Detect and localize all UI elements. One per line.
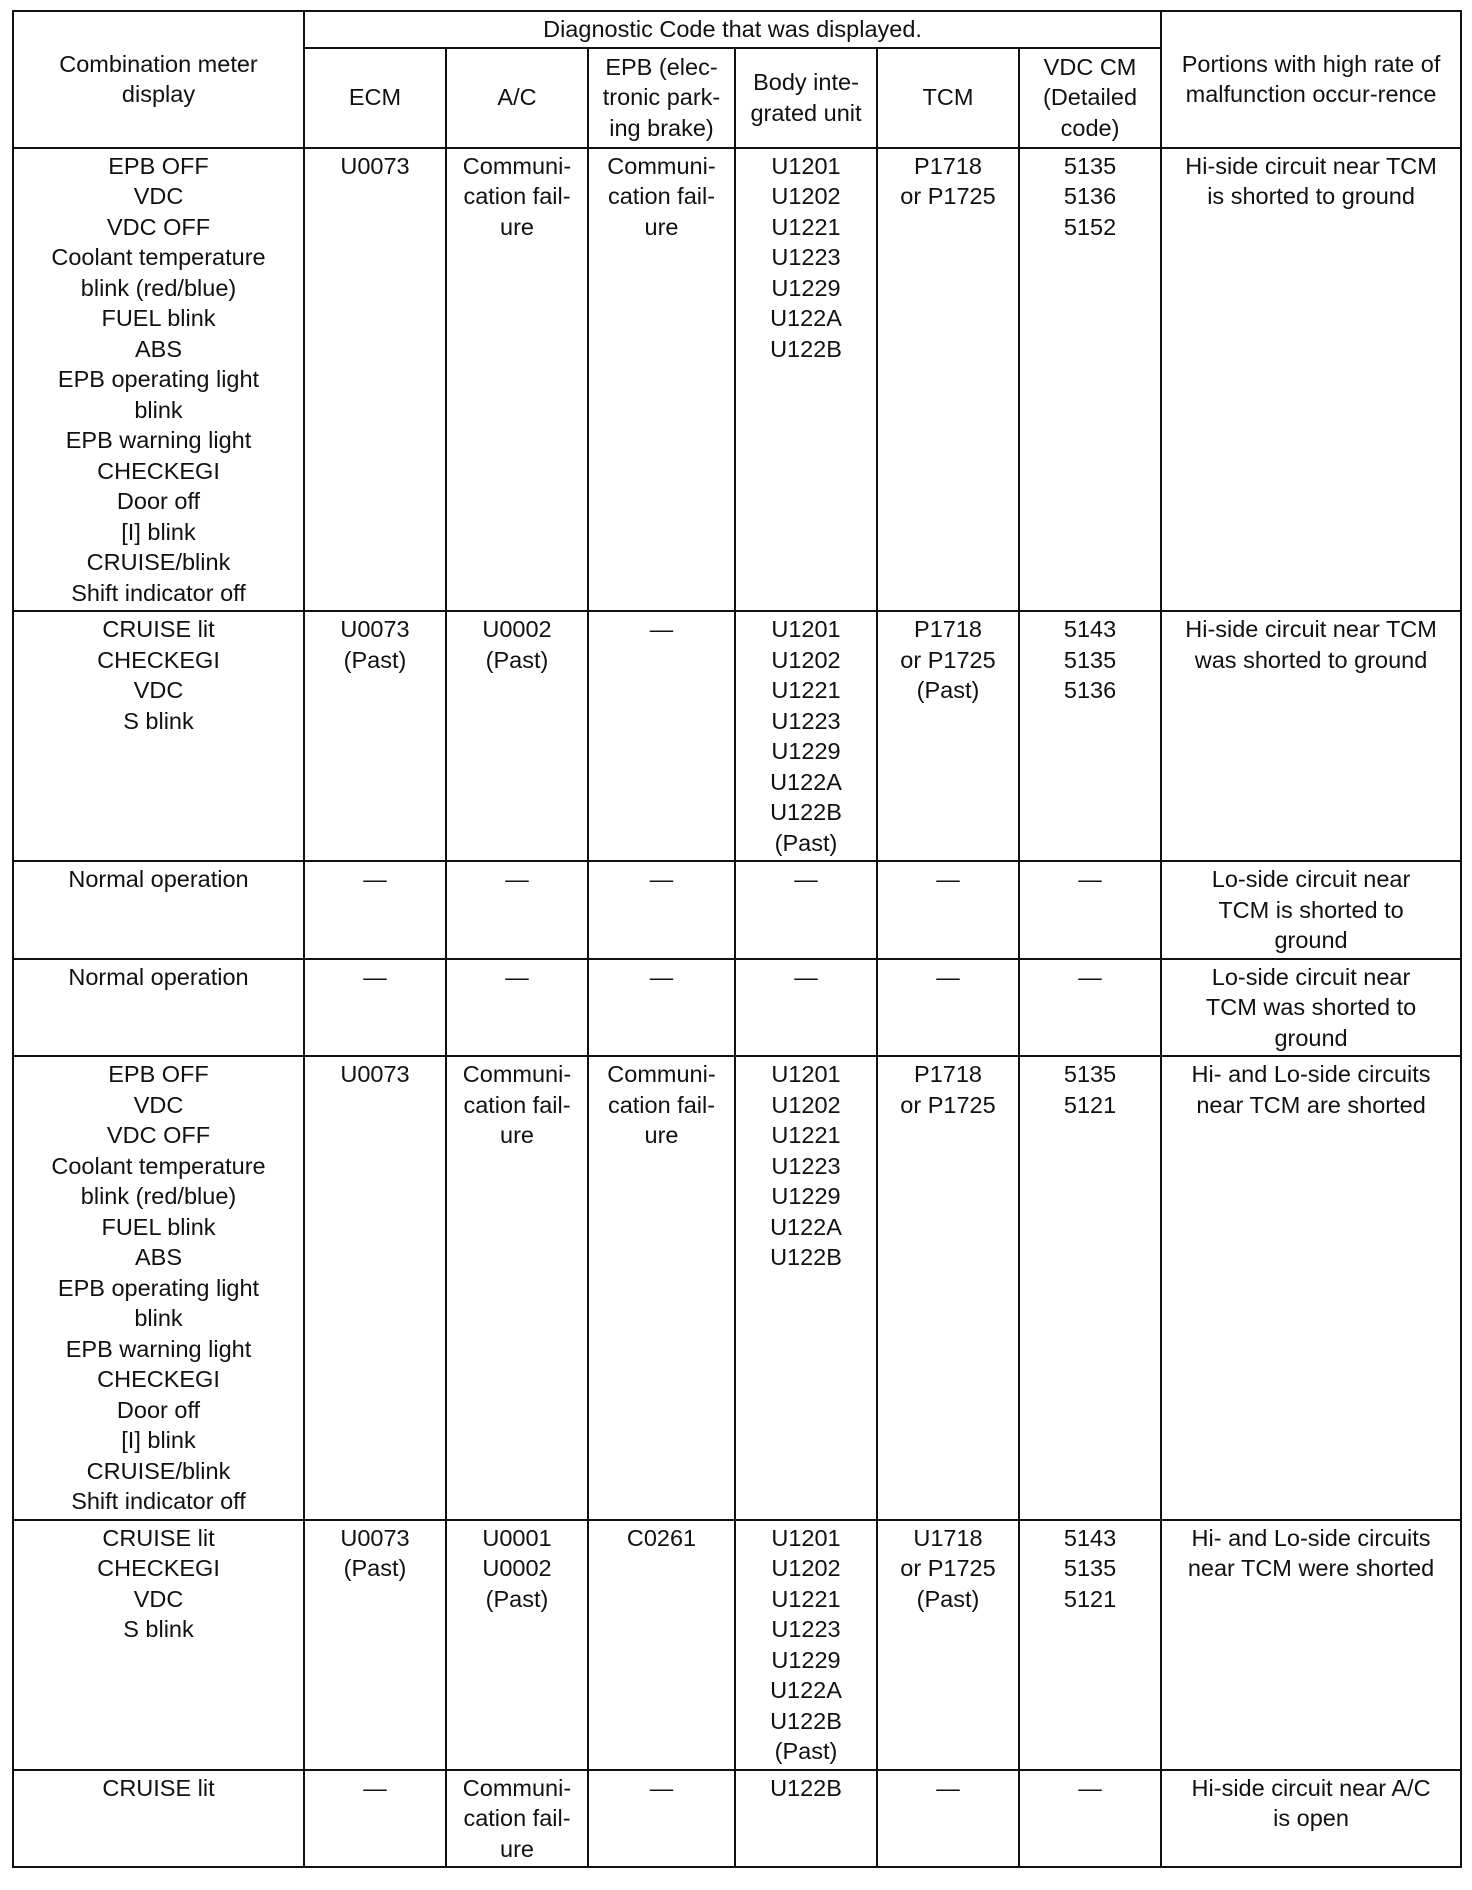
vdc-cm-cell-line: —: [1078, 1774, 1102, 1801]
tcm-cell-line: —: [936, 963, 960, 990]
portions-cell-line: Hi- and Lo-side circuits: [1191, 1061, 1431, 1087]
ac-cell-line: U0002: [482, 1555, 552, 1581]
ecm-cell: [304, 1770, 446, 1868]
portions-cell: [1161, 148, 1461, 612]
epb-cell-line: cation fail-: [607, 183, 716, 209]
vdc-cm-cell: [1019, 1770, 1161, 1868]
portions-cell-line: is open: [1273, 1805, 1349, 1831]
tcm-cell-line: or P1725: [900, 183, 996, 209]
epb-cell: [588, 959, 735, 1057]
body-integrated-unit-cell-line: U1221: [771, 677, 841, 703]
display-cell-line: blink: [134, 1305, 183, 1331]
body-integrated-unit-cell-line: U1202: [771, 1091, 841, 1118]
vdc-cm-cell-line: 5136: [1063, 677, 1117, 703]
ecm-cell-line: U0073: [340, 616, 410, 642]
portions-cell: [1161, 959, 1461, 1057]
vdc-cm-cell-line: 5143: [1063, 616, 1117, 642]
portions-cell: [1161, 1770, 1461, 1868]
header-vdc-cm: VDC CM (Detailed code): [1019, 48, 1161, 148]
display-cell-line: [I] blink: [121, 518, 196, 545]
tcm-cell-line: or P1725: [900, 1555, 996, 1581]
display-cell-line: blink: [134, 396, 183, 423]
header-tcm: TCM: [877, 48, 1019, 148]
table-row: [13, 148, 1461, 612]
display-cell-line: VDC: [133, 1091, 184, 1118]
body-integrated-unit-cell-line: U1229: [771, 1646, 841, 1673]
body-integrated-unit-cell-line: U1221: [771, 213, 841, 240]
table-row: [13, 861, 1461, 959]
body-integrated-unit-cell: [735, 959, 877, 1057]
vdc-cm-cell: [1019, 959, 1161, 1057]
ac-cell: [446, 148, 588, 612]
display-cell-line: EPB operating light: [57, 1274, 260, 1301]
vdc-cm-cell-line: 5135: [1063, 152, 1117, 179]
body-integrated-unit-cell-line: U1229: [771, 274, 841, 301]
ecm-cell: [304, 1520, 446, 1770]
body-integrated-unit-cell-line: U1221: [771, 1122, 841, 1148]
portions-cell-line: Hi-side circuit near A/C: [1191, 1774, 1431, 1801]
body-integrated-unit-cell-line: U122A: [770, 1677, 842, 1703]
display-cell: [13, 959, 304, 1057]
table-body: [13, 148, 1461, 1868]
display-cell: [13, 148, 304, 612]
display-cell-line: Door off: [116, 488, 201, 514]
tcm-cell-line: (Past): [916, 1585, 980, 1612]
tcm-cell-line: or P1725: [900, 1091, 996, 1118]
body-integrated-unit-cell-line: U1201: [771, 616, 841, 642]
vdc-cm-cell-line: 5136: [1063, 183, 1117, 209]
display-cell-line: CHECKEGI: [97, 457, 220, 484]
epb-cell-line: —: [649, 1774, 674, 1801]
vdc-cm-cell: [1019, 861, 1161, 959]
ecm-cell-line: U0073: [340, 1061, 410, 1087]
vdc-cm-cell-line: —: [1078, 866, 1102, 892]
portions-cell-line: is shorted to ground: [1207, 183, 1415, 209]
ac-cell-line: ure: [500, 213, 534, 240]
ecm-cell: [304, 861, 446, 959]
body-integrated-unit-cell-line: U1223: [771, 1616, 841, 1642]
vdc-cm-cell-line: 5135: [1063, 646, 1117, 673]
table-row: [13, 1770, 1461, 1868]
body-integrated-unit-cell-line: U122B: [770, 1774, 842, 1801]
ecm-cell: [304, 959, 446, 1057]
ac-cell-line: Communi-: [462, 1061, 572, 1087]
portions-cell-line: TCM is shorted to: [1218, 896, 1404, 923]
table-row: [13, 1520, 1461, 1770]
ac-cell: [446, 861, 588, 959]
table-row: [13, 959, 1461, 1057]
epb-cell-line: ure: [644, 1122, 679, 1148]
display-cell-line: Normal operation: [68, 963, 249, 990]
display-cell-line: EPB operating light: [57, 366, 260, 392]
body-integrated-unit-cell-line: U122B: [770, 1707, 842, 1734]
body-integrated-unit-cell-line: U1223: [771, 707, 841, 734]
ecm-cell-line: —: [363, 963, 387, 990]
ac-cell-line: cation fail-: [463, 183, 571, 209]
tcm-cell: [877, 861, 1019, 959]
display-cell: [13, 1520, 304, 1770]
body-integrated-unit-cell-line: U1201: [771, 1061, 841, 1087]
tcm-cell: [877, 959, 1019, 1057]
ac-cell-line: —: [505, 963, 529, 990]
portions-cell: [1161, 1520, 1461, 1770]
display-cell: [13, 1770, 304, 1868]
body-integrated-unit-cell: [735, 1056, 877, 1520]
body-integrated-unit-cell-line: U1202: [771, 1555, 841, 1581]
ecm-cell-line: (Past): [343, 646, 407, 673]
ac-cell-line: cation fail-: [463, 1805, 571, 1831]
body-integrated-unit-cell-line: (Past): [774, 829, 838, 856]
vdc-cm-cell: [1019, 148, 1161, 612]
table-header: [13, 11, 1461, 148]
display-cell-line: EPB warning light: [65, 427, 252, 453]
ac-cell: [446, 611, 588, 861]
body-integrated-unit-cell-line: U1221: [771, 1585, 841, 1612]
portions-cell-line: Hi- and Lo-side circuits: [1191, 1524, 1431, 1551]
body-integrated-unit-cell-line: U1229: [771, 1183, 841, 1209]
ac-cell: [446, 1520, 588, 1770]
body-integrated-unit-cell-line: U1201: [771, 1524, 841, 1551]
body-integrated-unit-cell-line: U1202: [771, 183, 841, 209]
ecm-cell-line: (Past): [343, 1555, 407, 1581]
epb-cell-line: —: [649, 866, 674, 892]
epb-cell: [588, 1056, 735, 1520]
portions-cell: [1161, 611, 1461, 861]
display-cell-line: CRUISE lit: [102, 1774, 215, 1801]
vdc-cm-cell-line: 5121: [1063, 1091, 1117, 1118]
portions-cell: [1161, 861, 1461, 959]
tcm-cell: [877, 1520, 1019, 1770]
body-integrated-unit-cell: [735, 1520, 877, 1770]
display-cell-line: EPB warning light: [65, 1335, 252, 1362]
header-portions-malfunction: Portions with high rate of malfunction occur-rence: [1161, 11, 1461, 148]
tcm-cell-line: U1718: [913, 1524, 983, 1551]
portions-cell-line: was shorted to ground: [1194, 646, 1428, 673]
epb-cell-line: —: [649, 963, 674, 990]
body-integrated-unit-cell: [735, 861, 877, 959]
tcm-cell: [877, 611, 1019, 861]
ecm-cell-line: U0073: [340, 1524, 410, 1551]
vdc-cm-cell: [1019, 1056, 1161, 1520]
body-integrated-unit-cell-line: —: [794, 866, 818, 892]
body-integrated-unit-cell-line: U1223: [771, 1152, 841, 1179]
table-row: [13, 611, 1461, 861]
display-cell-line: ABS: [134, 1244, 183, 1270]
body-integrated-unit-cell: [735, 611, 877, 861]
portions-cell-line: near TCM were shorted: [1187, 1555, 1435, 1581]
ac-cell: [446, 1056, 588, 1520]
display-cell-line: FUEL blink: [101, 305, 216, 331]
display-cell-line: CHECKEGI: [97, 1555, 220, 1581]
portions-cell-line: Hi-side circuit near TCM: [1185, 152, 1437, 179]
tcm-cell: [877, 1770, 1019, 1868]
body-integrated-unit-cell-line: U122B: [770, 335, 842, 362]
ecm-cell: [304, 1056, 446, 1520]
display-cell: [13, 1056, 304, 1520]
ac-cell-line: —: [505, 866, 529, 892]
body-integrated-unit-cell-line: —: [794, 963, 818, 990]
header-epb: EPB (elec-tronic park-ing brake): [588, 48, 735, 148]
display-cell-line: Normal operation: [68, 866, 249, 892]
diagnostic-code-table: [12, 10, 1462, 1868]
body-integrated-unit-cell-line: U1201: [771, 152, 841, 179]
body-integrated-unit-cell-line: U122B: [770, 799, 842, 825]
ac-cell: [446, 959, 588, 1057]
vdc-cm-cell-line: 5135: [1063, 1555, 1117, 1581]
ac-cell-line: cation fail-: [463, 1091, 571, 1118]
display-cell-line: blink (red/blue): [80, 1183, 237, 1209]
ac-cell-line: (Past): [485, 1585, 549, 1612]
tcm-cell-line: P1718: [914, 616, 982, 642]
vdc-cm-cell-line: 5143: [1063, 1524, 1117, 1551]
portions-cell-line: ground: [1274, 1024, 1348, 1051]
epb-cell-line: Communi-: [607, 1061, 716, 1087]
vdc-cm-cell-line: 5121: [1063, 1585, 1117, 1612]
tcm-cell-line: P1718: [914, 152, 982, 179]
ac-cell-line: U0002: [482, 616, 552, 642]
ecm-cell-line: —: [363, 866, 387, 892]
body-integrated-unit-cell-line: U122A: [770, 768, 842, 795]
ecm-cell-line: —: [363, 1774, 387, 1801]
display-cell-line: CHECKEGI: [97, 646, 220, 673]
epb-cell: [588, 861, 735, 959]
display-cell: [13, 861, 304, 959]
ecm-cell-line: U0073: [340, 152, 410, 179]
epb-cell: [588, 1520, 735, 1770]
ecm-cell: [304, 148, 446, 612]
display-cell-line: Coolant temperature: [51, 1152, 266, 1179]
portions-cell-line: Hi-side circuit near TCM: [1185, 616, 1437, 642]
display-cell-line: CHECKEGI: [97, 1366, 220, 1392]
display-cell-line: EPB OFF: [108, 1061, 209, 1087]
ac-cell-line: (Past): [485, 646, 549, 673]
tcm-cell-line: or P1725: [900, 646, 996, 673]
display-cell-line: VDC: [133, 1585, 184, 1612]
display-cell-line: CRUISE/blink: [86, 1457, 231, 1484]
display-cell-line: VDC: [133, 677, 184, 703]
epb-cell: [588, 1770, 735, 1868]
body-integrated-unit-cell: [735, 148, 877, 612]
tcm-cell: [877, 148, 1019, 612]
display-cell-line: CRUISE/blink: [86, 549, 231, 575]
ac-cell-line: Communi-: [462, 1774, 572, 1801]
display-cell-line: ABS: [134, 335, 183, 362]
vdc-cm-cell-line: 5152: [1063, 213, 1117, 240]
vdc-cm-cell: [1019, 611, 1161, 861]
epb-cell-line: ure: [644, 213, 679, 240]
tcm-cell-line: (Past): [916, 677, 980, 703]
body-integrated-unit-cell-line: U1223: [771, 244, 841, 270]
vdc-cm-cell-line: —: [1078, 963, 1102, 990]
body-integrated-unit-cell-line: U1202: [771, 646, 841, 673]
vdc-cm-cell-line: 5135: [1063, 1061, 1117, 1087]
display-cell-line: S blink: [123, 1616, 194, 1642]
ecm-cell: [304, 611, 446, 861]
ac-cell-line: ure: [500, 1122, 534, 1148]
display-cell-line: [I] blink: [121, 1427, 196, 1453]
header-diagnostic-code-group: Diagnostic Code that was displayed.: [304, 11, 1161, 48]
display-cell-line: FUEL blink: [101, 1213, 216, 1240]
display-cell-line: Shift indicator off: [71, 1488, 246, 1514]
tcm-cell: [877, 1056, 1019, 1520]
epb-cell-line: C0261: [626, 1524, 697, 1551]
body-integrated-unit-cell-line: U122A: [770, 305, 842, 331]
display-cell-line: CRUISE lit: [102, 1524, 215, 1551]
epb-cell: [588, 148, 735, 612]
portions-cell-line: near TCM are shorted: [1196, 1091, 1426, 1118]
display-cell-line: Shift indicator off: [71, 579, 246, 606]
display-cell-line: blink (red/blue): [80, 274, 237, 301]
display-cell-line: VDC OFF: [106, 213, 211, 240]
header-ac: A/C: [446, 48, 588, 148]
header-body-integrated-unit: Body inte-grated unit: [735, 48, 877, 148]
display-cell-line: Coolant temperature: [51, 244, 266, 270]
body-integrated-unit-cell-line: (Past): [774, 1738, 838, 1764]
body-integrated-unit-cell-line: U122B: [770, 1244, 842, 1270]
epb-cell-line: cation fail-: [607, 1091, 716, 1118]
header-combination-meter-display: Combination meter display: [13, 11, 304, 148]
epb-cell-line: Communi-: [607, 152, 716, 179]
tcm-cell-line: —: [936, 1774, 960, 1801]
portions-cell-line: TCM was shorted to: [1205, 994, 1417, 1020]
ac-cell-line: Communi-: [462, 152, 572, 179]
portions-cell: [1161, 1056, 1461, 1520]
display-cell-line: EPB OFF: [108, 152, 209, 179]
portions-cell-line: Lo-side circuit near: [1211, 963, 1411, 990]
epb-cell: [588, 611, 735, 861]
portions-cell-line: ground: [1274, 927, 1348, 953]
body-integrated-unit-cell: [735, 1770, 877, 1868]
display-cell-line: S blink: [123, 707, 194, 734]
tcm-cell-line: —: [936, 866, 960, 892]
portions-cell-line: Lo-side circuit near: [1211, 866, 1411, 892]
tcm-cell-line: P1718: [914, 1061, 982, 1087]
ac-cell: [446, 1770, 588, 1868]
ac-cell-line: U0001: [482, 1524, 552, 1551]
epb-cell-line: —: [649, 616, 674, 642]
display-cell: [13, 611, 304, 861]
ac-cell-line: ure: [500, 1835, 534, 1862]
header-ecm: ECM: [304, 48, 446, 148]
display-cell-line: VDC OFF: [106, 1122, 211, 1148]
display-cell-line: VDC: [133, 183, 184, 209]
body-integrated-unit-cell-line: U122A: [770, 1213, 842, 1240]
body-integrated-unit-cell-line: U1229: [771, 738, 841, 764]
table-row: [13, 1056, 1461, 1520]
display-cell-line: CRUISE lit: [102, 616, 215, 642]
vdc-cm-cell: [1019, 1520, 1161, 1770]
display-cell-line: Door off: [116, 1396, 201, 1423]
